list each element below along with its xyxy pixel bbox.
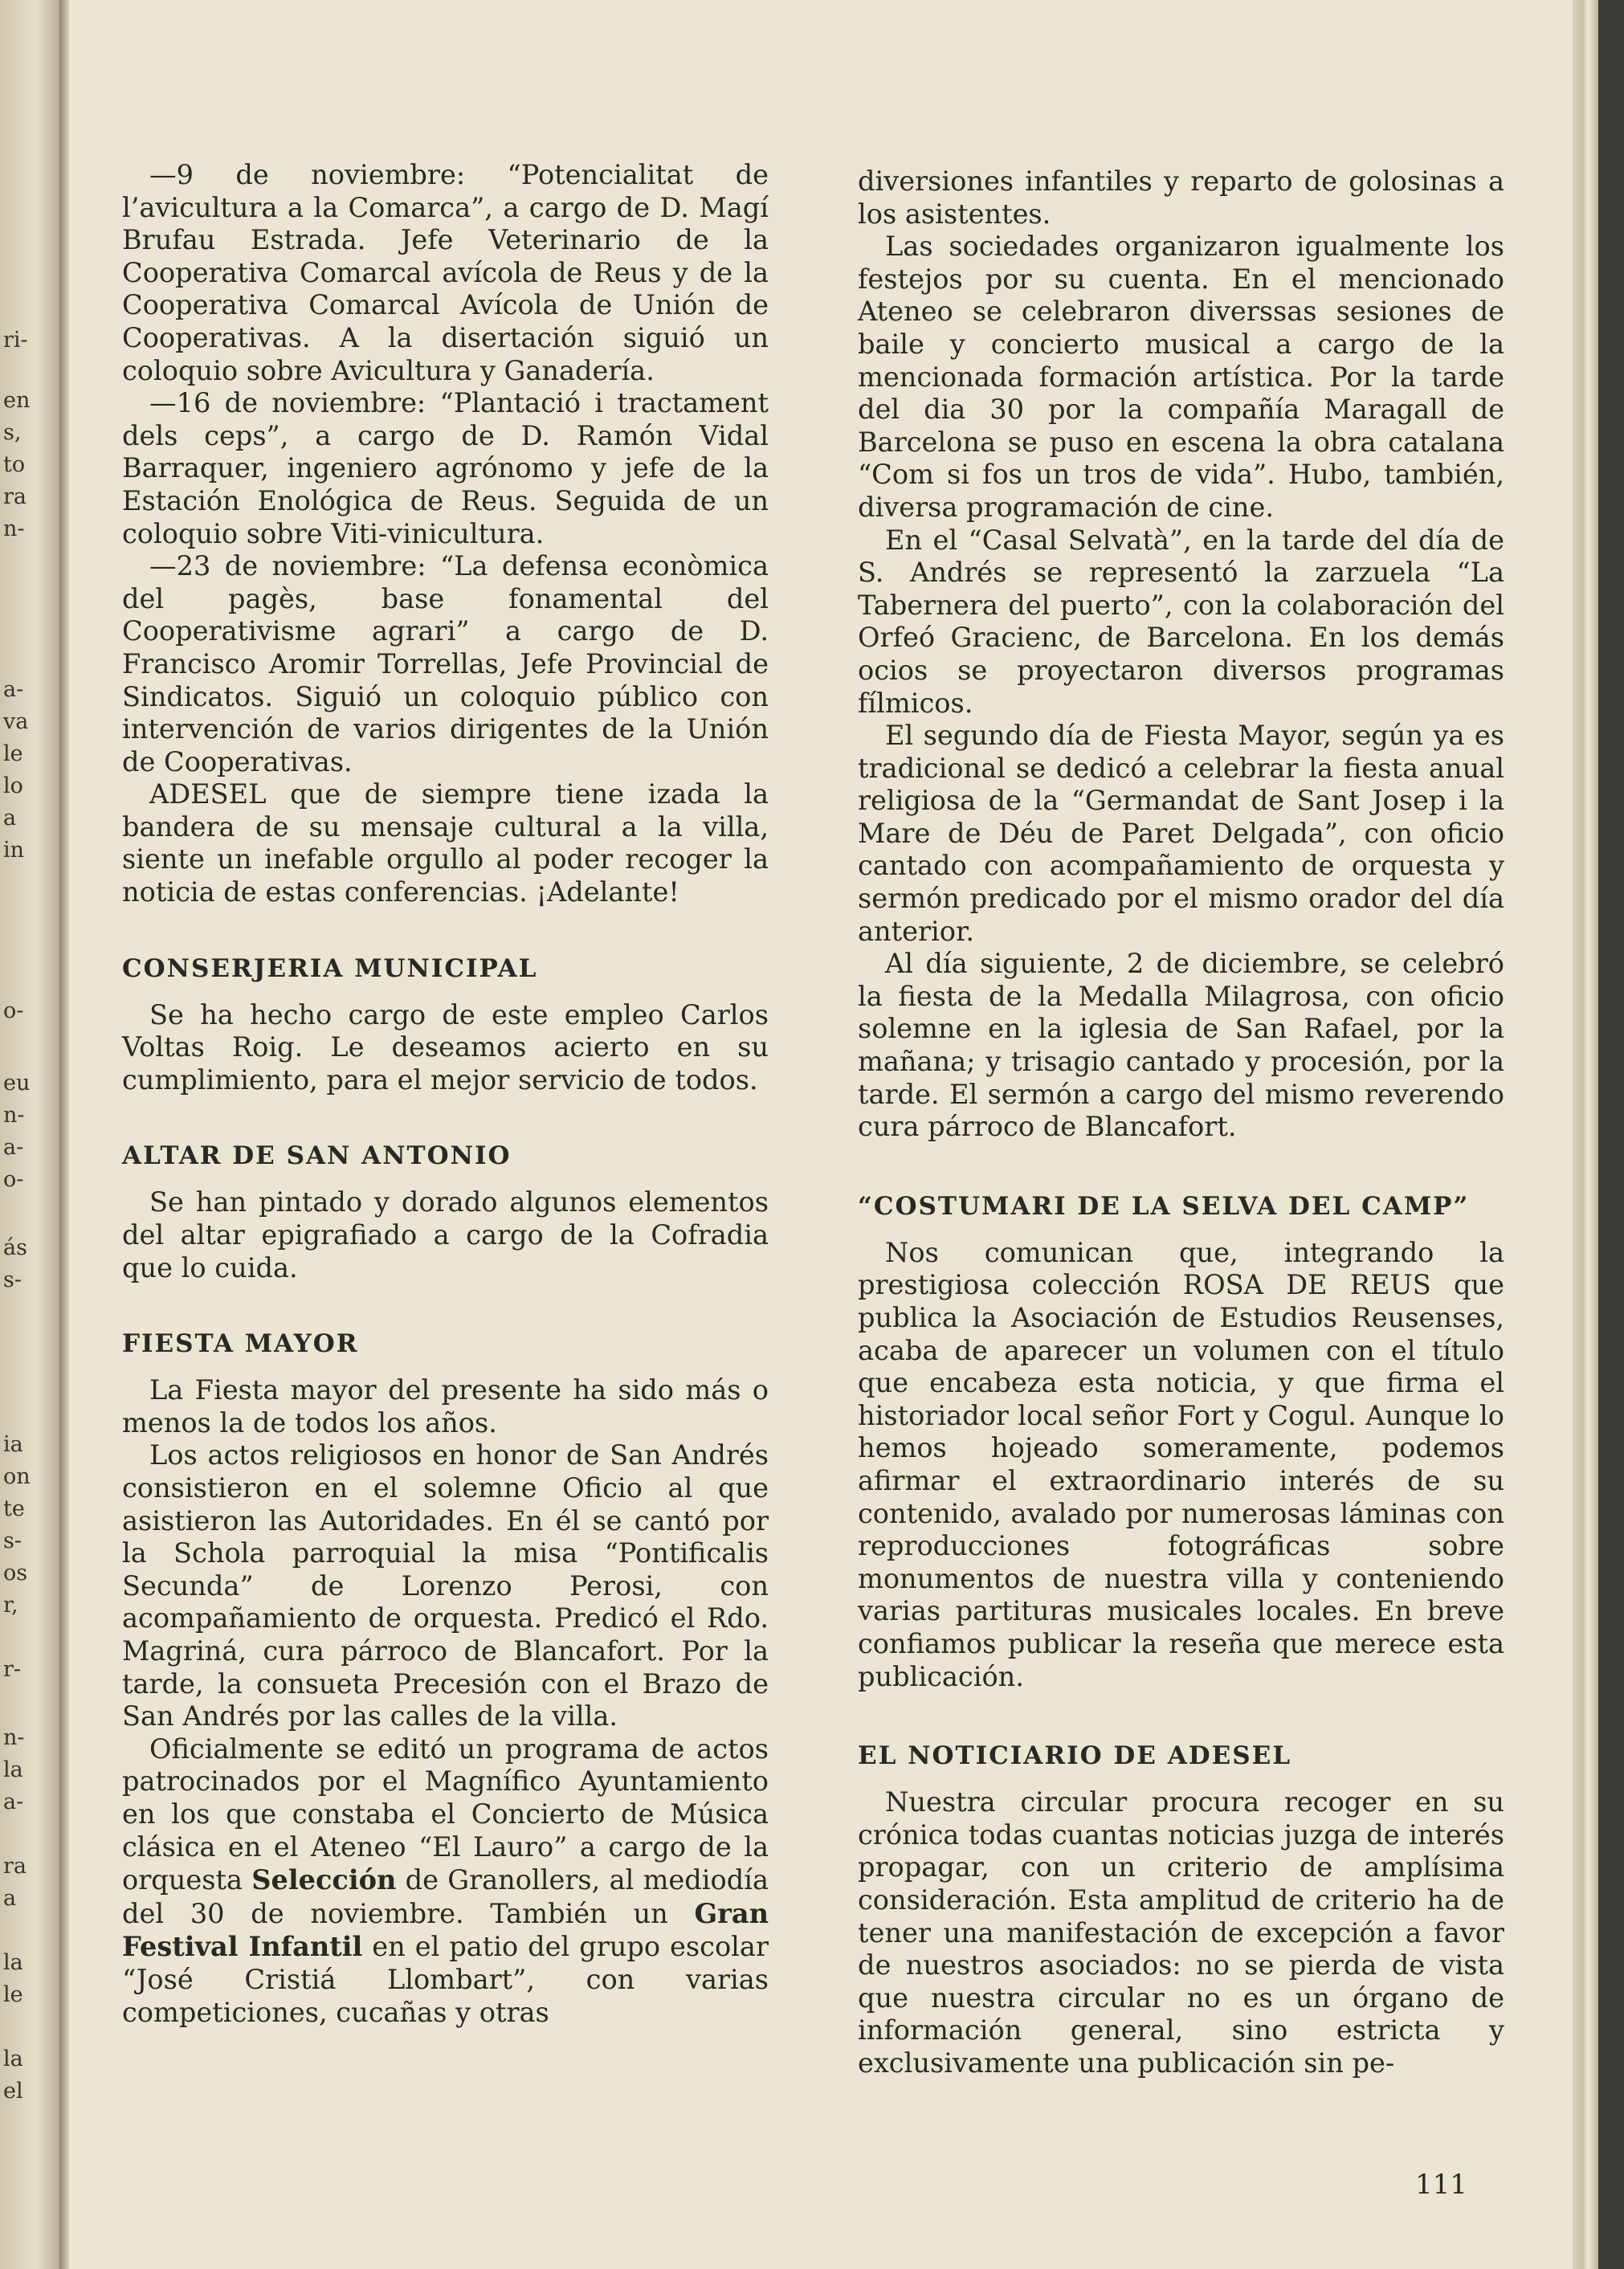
margin-fragment: ri- bbox=[3, 328, 28, 353]
paragraph: Se ha hecho cargo de este empleo Carlos Voltas Roig. Le deseamos acierto en su cumplimiento, para el mejor servicio de todos. bbox=[122, 998, 769, 1096]
margin-fragment: a- bbox=[3, 1135, 24, 1160]
margin-fragment: ia bbox=[3, 1432, 23, 1457]
margin-fragment: a bbox=[3, 1886, 17, 1911]
margin-fragment: le bbox=[3, 741, 23, 766]
section-heading: ALTAR DE SAN ANTONIO bbox=[122, 1141, 512, 1171]
margin-fragment: a- bbox=[3, 677, 24, 702]
margin-fragment: s- bbox=[3, 1528, 22, 1553]
bold-text: Selección bbox=[251, 1863, 397, 1896]
margin-fragment: n- bbox=[3, 516, 25, 541]
margin-fragment: s- bbox=[3, 1267, 22, 1292]
section-heading: “COSTUMARI DE LA SELVA DEL CAMP” bbox=[858, 1191, 1470, 1221]
margin-fragment: s, bbox=[3, 420, 22, 445]
text-run: Oficialmente se editó un programa de actos patrocinados por el Magnífico Ayuntamiento en los que constaba el Concierto de Música clásica en el Ateneo “El Lauro” a cargo de la orquesta bbox=[122, 1732, 769, 1896]
conference-list bbox=[122, 159, 769, 909]
right-column bbox=[858, 165, 1504, 2079]
paragraph bbox=[122, 1733, 769, 2029]
margin-fragment: n- bbox=[3, 1725, 25, 1750]
paragraph: Las sociedades organizaron igualmente los festejos por su cuenta. En el mencionado Ateneo se celebraron diverssas sesiones de baile y concierto musical a cargo de la mencionada formación artística. Por la tarde del dia 30 por la compañía Maragall de Barcelona se puso en escena la obra catalana “Com si fos un tros de vida”. Hubo, también, diversa programación de cine. bbox=[858, 231, 1504, 523]
margin-fragment: r- bbox=[3, 1657, 22, 1682]
section-heading: CONSERJERIA MUNICIPAL bbox=[122, 953, 538, 983]
margin-fragment: in bbox=[3, 838, 25, 863]
paragraph: En el “Casal Selvatà”, en la tarde del día de S. Andrés se representó la zarzuela “La Tabernera del puerto”, con la colaboración del Orfeó Gracienc, de Barcelona. En los demás ocios se proyectaron diversos programas fílmicos. bbox=[858, 524, 1504, 719]
margin-fragment: a bbox=[3, 806, 17, 830]
margin-fragment: n- bbox=[3, 1103, 25, 1128]
margin-fragment: os bbox=[3, 1561, 28, 1585]
paragraph: —23 de noviembre: “La defensa econòmica del pagès, base fonamental del Cooperativisme agrari” a cargo de D. Francisco Aromir Torrellas, Jefe Provincial de Sindicatos. Siguió un coloquio público con intervención de varios dirigentes de la Unión de Cooperativas. bbox=[122, 550, 769, 777]
margin-fragment: en bbox=[3, 388, 31, 413]
margin-fragment: lo bbox=[3, 773, 23, 798]
paragraph: ADESEL que de siempre tiene izada la bandera de su mensaje cultural a la villa, siente un inefable orgullo al poder recoger la noticia de estas conferencias. ¡Adelante! bbox=[122, 778, 769, 908]
margin-fragment: a- bbox=[3, 1789, 24, 1814]
paragraph: diversiones infantiles y reparto de golosinas a los asistentes. bbox=[858, 165, 1504, 230]
left-column bbox=[122, 159, 769, 2029]
previous-page-margin bbox=[0, 0, 59, 2269]
margin-fragment: la bbox=[3, 1757, 23, 1782]
paragraph: —9 de noviembre: “Potencialitat de l’avicultura a la Comarca”, a cargo de D. Magí Brufau Estrada. Jefe Veterinario de la Cooperativa Comarcal avícola de Reus y de la Cooperativa Comarcal Avícola de Unión de Cooperativas. A la disertación siguió un coloquio sobre Avicultura y Ganadería. bbox=[122, 159, 769, 386]
margin-fragment: o- bbox=[3, 998, 24, 1023]
bold-text: Gran Festival Infantil bbox=[122, 1896, 769, 1963]
margin-fragment: el bbox=[3, 2079, 23, 2104]
text-run: en el patio del grupo escolar “José Cristiá Llombart”, con varias competiciones, cucañas y otras bbox=[122, 1931, 769, 2028]
text-run: de Granollers, al mediodía del 30 de noviembre. También un bbox=[122, 1864, 769, 1929]
paragraph: Se han pintado y dorado algunos elementos del altar epigrafiado a cargo de la Cofradia que lo cuida. bbox=[122, 1186, 769, 1283]
margin-fragment: ás bbox=[3, 1235, 27, 1260]
paragraph: Los actos religiosos en honor de San Andrés consistieron en el solemne Oficio al que asistieron las Autoridades. En él se cantó por la Schola parroquial la misa “Pontificalis Secunda” de Lorenzo Perosi, con acompañamiento de orquesta. Predicó el Rdo. Magriná, cura párroco de Blancafort. Por la tarde, la consueta Precesión con el Brazo de San Andrés por las calles de la villa. bbox=[122, 1439, 769, 1732]
paragraph: Al día siguiente, 2 de diciembre, se celebró la fiesta de la Medalla Milagrosa, con oficio solemne en la iglesia de San Rafael, por la mañana; y trisagio cantado y procesión, por la tarde. El sermón a cargo del mismo reverendo cura párroco de Blancafort. bbox=[858, 948, 1504, 1143]
paragraph: El segundo día de Fiesta Mayor, según ya es tradicional se dedicó a celebrar la fiesta anual religiosa de la “Germandat de Sant Josep i la Mare de Déu de Paret Delgada”, con oficio cantado con acompañamiento de orquesta y sermón predicado por el mismo orador del día anterior. bbox=[858, 720, 1504, 947]
margin-fragment: r, bbox=[3, 1593, 18, 1618]
margin-fragment: le bbox=[3, 1982, 23, 2007]
page-edge bbox=[1573, 0, 1598, 2269]
paragraph: La Fiesta mayor del presente ha sido más o menos la de todos los años. bbox=[122, 1374, 769, 1439]
page-number: 111 bbox=[1415, 2169, 1467, 2201]
section-heading: EL NOTICIARIO DE ADESEL bbox=[858, 1741, 1292, 1771]
margin-fragment: la bbox=[3, 1950, 23, 1975]
margin-fragment: ra bbox=[3, 1854, 27, 1879]
margin-fragment: la bbox=[3, 2047, 23, 2071]
book-gutter bbox=[59, 0, 69, 2269]
paragraph: Nos comunican que, integrando la prestigiosa colección ROSA DE REUS que publica la Asociación de Estudios Reusenses, acaba de aparecer un volumen con el título que encabeza esta noticia, y que firma el historiador local señor Fort y Cogul. Aunque lo hemos hojeado someramente, podemos afirmar el extraordinario interés de su contenido, avalado por numerosas láminas con reproducciones fotográficas sobre monumentos de nuestra villa y conteniendo varias partituras musicales locales. En breve confiamos publicar la reseña que merece esta publicación. bbox=[858, 1236, 1504, 1692]
margin-fragment: on bbox=[3, 1464, 31, 1489]
margin-fragment: to bbox=[3, 452, 26, 477]
margin-fragment: o- bbox=[3, 1167, 24, 1192]
margin-fragment: te bbox=[3, 1496, 25, 1521]
margin-fragment: ra bbox=[3, 484, 27, 509]
paragraph: —16 de noviembre: “Plantació i tractament dels ceps”, a cargo de D. Ramón Vidal Barraquer, ingeniero agrónomo y jefe de la Estación Enológica de Reus. Seguida de un coloquio sobre Viti-vinicultura. bbox=[122, 387, 769, 549]
margin-fragment: va bbox=[3, 709, 29, 734]
section-heading: FIESTA MAYOR bbox=[122, 1329, 359, 1359]
margin-fragment: eu bbox=[3, 1071, 31, 1096]
paragraph: Nuestra circular procura recoger en su crónica todas cuantas noticias juzga de interés propagar, con un criterio de amplísima consideración. Esta amplitud de criterio ha de tener una manifestación de excepción a favor de nuestros asociados: no se pierda de vista que nuestra circular no es un órgano de información general, sino estricta y exclusivamente una publicación sin pe- bbox=[858, 1786, 1504, 2079]
